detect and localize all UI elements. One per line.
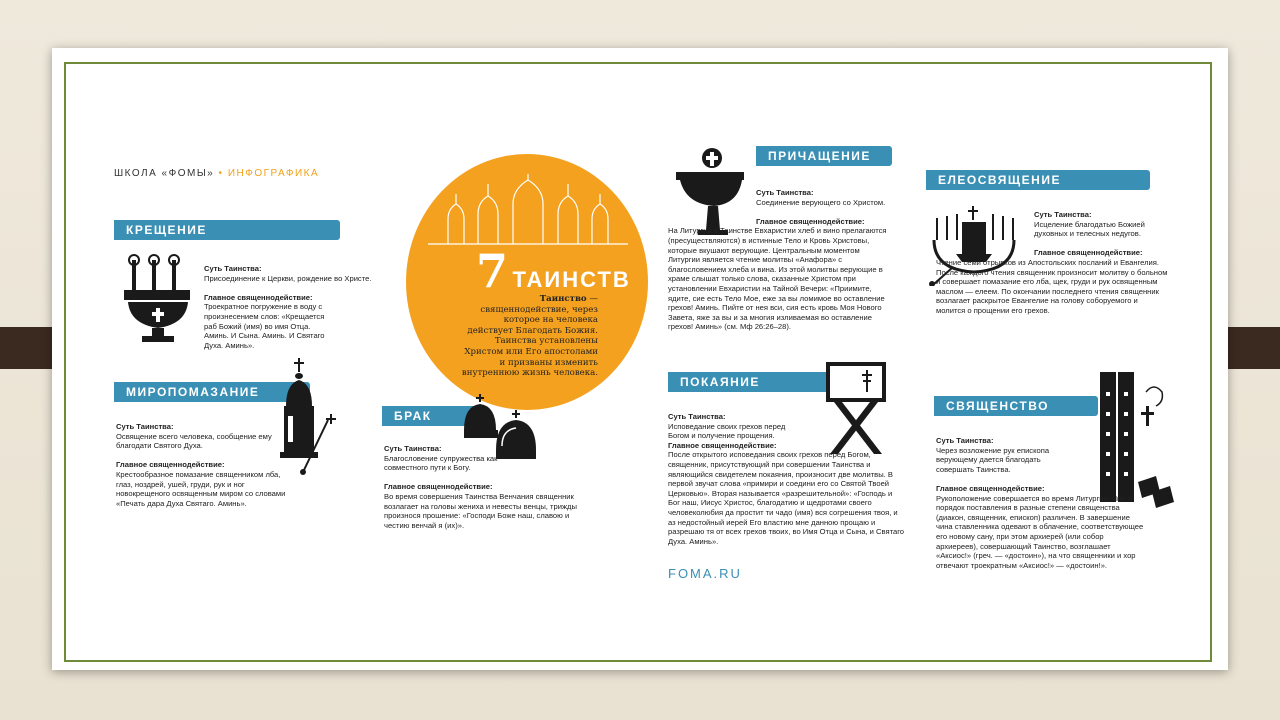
communion-essence: Соединение верующего со Христом. <box>756 197 886 207</box>
baptism-text <box>204 264 404 350</box>
unction-action-label: Главное священнодействие: <box>1034 248 1143 258</box>
title-number: 7 <box>476 244 509 298</box>
chrism-action-label: Главное священнодействие: <box>116 460 225 470</box>
orders-title: СВЯЩЕНСТВО <box>934 396 1098 416</box>
baptism-essence-label: Суть Таинства: <box>204 264 262 273</box>
baptism-font-icon <box>122 250 194 346</box>
communion-action-label: Главное священнодействие: <box>756 216 865 226</box>
chrismation-title: МИРОПОМАЗАНИЕ <box>114 382 310 402</box>
orders-action: Рукоположение совершается во время Литургии. Чин и порядок поставления в разные степени священства (диакон, священник, епископ) различен. В завершение чина ставленника одевают в облачение, соответствующее его новому сану, при этом архиерей (или собор архиереев), совершающий Таинство, возглашает «Аксиос!» (греч. — «достоин»), на что священники и хор отвечают троекратным «Аксиос!» — «достоин!». <box>936 493 1144 570</box>
orders-text <box>936 436 1144 570</box>
marriage-title: БРАК <box>382 406 482 426</box>
church-domes-icon <box>428 174 628 254</box>
unction-action: Чтение семи отрывков из Апостольских посланий и Евангелия. После каждого чтения священник произносит молитву о больном и совершает помазание его лба, щек, груди и рук освященным маслом — елеем. По окончании последнего чтения священник возлагает раскрытое Евангелие на голову соборуемого и молится о прощении его грехов. <box>936 257 1168 315</box>
marriage-essence: Благословение супружества как совместного пути к Богу. <box>384 453 498 473</box>
marriage-essence-label: Суть Таинства: <box>384 444 442 453</box>
unction-title: ЕЛЕОСВЯЩЕНИЕ <box>926 170 1150 190</box>
communion-action: На Литургии в Таинстве Евхаристии хлеб и вино прелагаются (пресуществляются) в истинные Тело и Кровь Христовы, которые вкушают верующие. Центральным моментом Литургии является чтение молитвы «Анафора» с благословением хлеба и вина. Из этой молитвы верующие в храме слышат только слова, сказанные Христом при установлении Евхаристии на Тайной Вечери: «Приимите, ядите, сие есть Тело Мое, еже за вы ломимое во оставление грехов! Аминь. Пийте от нея вси, сия есть кровь Моя Нового Завета, яже за вы и за многия изливаемая во оставление грехов! Аминь» (см. Мф 26:26–28). <box>668 226 887 332</box>
sacrament-definition <box>458 294 598 379</box>
repentance-essence: Исповедание своих грехов перед Богом и получение прощения. <box>668 421 786 441</box>
definition-text: — священнодействие, через которое на человека действует Благодать Божия. Таинства установлены Христом или Его апостолами и призваны изменить внутреннюю жизнь человека. <box>461 294 598 379</box>
repentance-action-label: Главное священнодействие: <box>668 440 777 450</box>
baptism-action-label: Главное священнодействие: <box>204 292 313 302</box>
orders-action-label: Главное священнодействие: <box>936 483 1045 493</box>
communion-title: ПРИЧАЩЕНИЕ <box>756 146 892 166</box>
chrismation-text <box>116 422 316 508</box>
repentance-text <box>668 412 908 546</box>
unction-text <box>936 210 1166 316</box>
chrism-action: Крестообразное помазание священником лба, глаз, ноздрей, ушей, груди, рук и ног новокрещеного освященным миром со словами «Печать дара Духа Святаго. Аминь». <box>116 469 286 508</box>
chrism-essence-label: Суть Таинства: <box>116 422 174 431</box>
unction-essence-label: Суть Таинства: <box>1034 210 1092 219</box>
infographic-right-panel <box>648 140 1178 598</box>
marriage-text <box>384 444 584 530</box>
infographic-left-panel <box>88 144 648 536</box>
seven-sacraments-title <box>476 244 631 298</box>
foma-site-link[interactable]: FOMA.RU <box>668 566 742 581</box>
communion-text <box>668 188 898 332</box>
baptism-title: КРЕЩЕНИЕ <box>114 220 340 240</box>
header-dot: • <box>214 168 228 179</box>
chrism-essence: Освящение всего человека, сообщение ему благодати Святого Духа. <box>116 431 272 451</box>
header-school <box>114 168 319 179</box>
title-word: ТАИНСТВ <box>512 267 631 292</box>
repentance-action: После открытого исповедания своих грехов перед Богом, священник, присутствующий при совершении Таинства и являющийся свидетелем покаяния, произносит две молитвы. В первой звучат слова «примири и соедини его со Святой Твоей Церковью». Вторая называется «разрешительной»: «Господь и Бог наш, Иисус Христос, благодатию и щедротами своего человеколюбия да простит ти чадо (имя) вся согрешения твоя, и аз недостойный иерей Его властию мне данною прощаю и разрешаю тя от всех грехов твоих, во Имя Отца и Сына, и Святаго Духа. Аминь». <box>668 450 905 546</box>
unction-essence: Исцеление благодатью Божией духовных и телесных недугов. <box>1034 219 1145 239</box>
repentance-title: ПОКАЯНИЕ <box>668 372 832 392</box>
marriage-action: Во время совершения Таинства Венчания священник возлагает на головы жениха и невесты венцы, трижды произнося прошение: «Господи Боже наш, славою и честию венчай я (их)». <box>384 491 577 530</box>
repentance-essence-label: Суть Таинства: <box>668 412 726 421</box>
baptism-essence: Присоединение к Церкви, рождение во Христе. <box>204 273 372 283</box>
school-name: ШКОЛА «ФОМЫ» <box>114 168 215 179</box>
marriage-action-label: Главное священнодействие: <box>384 482 493 492</box>
orders-essence: Через возложение рук епископа верующему дается благодать совершать Таинства. <box>936 445 1050 474</box>
communion-essence-label: Суть Таинства: <box>756 188 814 197</box>
definition-term: Таинство <box>539 294 587 304</box>
header-section: ИНФОГРАФИКА <box>227 168 320 179</box>
baptism-action: Троекратное погружение в воду с произнесением слов: «Крещается раб Божий (имя) во имя Отца. Аминь. И Сына. Аминь. И Святаго Духа. Аминь». <box>204 302 325 350</box>
orders-essence-label: Суть Таинства: <box>936 436 994 445</box>
